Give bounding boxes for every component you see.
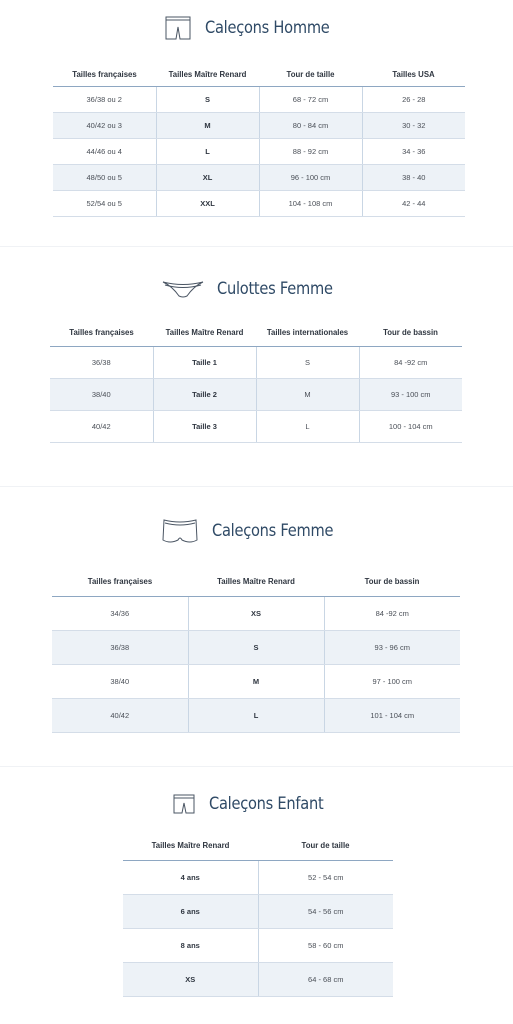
table-cell: 93 - 100 cm (359, 378, 462, 410)
table-cell: 34/36 (52, 596, 188, 630)
column-header: Tailles Maître Renard (123, 831, 258, 860)
table-cell: 101 - 104 cm (324, 698, 460, 732)
table-cell: 84 -92 cm (324, 596, 460, 630)
table-cell: 36/38 (52, 630, 188, 664)
table-cell: 68 - 72 cm (259, 87, 362, 113)
table-cell: Taille 2 (153, 378, 256, 410)
table-cell: 38/40 (52, 664, 188, 698)
column-header: Tailles Maître Renard (188, 568, 324, 596)
table-cell: M (156, 113, 259, 139)
column-header: Tailles françaises (53, 62, 156, 87)
table-row (123, 962, 393, 996)
table-cell: 6 ans (123, 894, 258, 928)
table-cell: 80 - 84 cm (259, 113, 362, 139)
section-title-text: Culottes Femme (217, 279, 333, 299)
table-cell: 93 - 96 cm (324, 630, 460, 664)
table-cell: 40/42 (50, 410, 153, 442)
table-row (52, 630, 460, 664)
column-header: Tour de taille (259, 62, 362, 87)
column-header: Tour de taille (258, 831, 393, 860)
table-row (50, 378, 462, 410)
table-cell: 4 ans (123, 860, 258, 894)
size-table-calecons-homme (53, 62, 465, 217)
table-cell: 8 ans (123, 928, 258, 962)
table-cell: 58 - 60 cm (258, 928, 393, 962)
section-title-text: Caleçons Femme (212, 521, 334, 541)
column-header: Tailles Maître Renard (153, 320, 256, 346)
size-table-culottes-femme (50, 320, 462, 443)
table-cell: 30 - 32 (362, 113, 465, 139)
table-cell: 36/38 ou 2 (53, 87, 156, 113)
table-cell: XXL (156, 191, 259, 217)
table-cell: 97 - 100 cm (324, 664, 460, 698)
table-cell: L (156, 139, 259, 165)
table-cell: 40/42 ou 3 (53, 113, 156, 139)
table-cell: 38 - 40 (362, 165, 465, 191)
table-row (53, 139, 465, 165)
size-table-calecons-femme (52, 568, 460, 733)
section-divider (0, 246, 513, 247)
column-header: Tour de bassin (324, 568, 460, 596)
table-row (53, 87, 465, 113)
column-header: Tour de bassin (359, 320, 462, 346)
column-header: Tailles USA (362, 62, 465, 87)
table-row (52, 664, 460, 698)
table-cell: 54 - 56 cm (258, 894, 393, 928)
table-row (52, 596, 460, 630)
table-row (52, 698, 460, 732)
table-cell: 100 - 104 cm (359, 410, 462, 442)
table-cell: 42 - 44 (362, 191, 465, 217)
table-cell: 48/50 ou 5 (53, 165, 156, 191)
table-cell: XS (123, 962, 258, 996)
table-cell: 88 - 92 cm (259, 139, 362, 165)
column-header: Tailles françaises (52, 568, 188, 596)
panties-icon (161, 278, 205, 300)
table-cell: L (188, 698, 324, 732)
table-cell: 38/40 (50, 378, 153, 410)
section-divider (0, 766, 513, 767)
table-row (50, 346, 462, 378)
section-title-culottes-femme (0, 271, 513, 307)
table-cell: M (188, 664, 324, 698)
size-table-calecons-enfant (123, 831, 393, 997)
table-cell: 104 - 108 cm (259, 191, 362, 217)
table-cell: 34 - 36 (362, 139, 465, 165)
table-cell: Taille 3 (153, 410, 256, 442)
table-row (53, 113, 465, 139)
table-cell: M (256, 378, 359, 410)
section-divider (0, 486, 513, 487)
column-header: Tailles internationales (256, 320, 359, 346)
table-cell: 40/42 (52, 698, 188, 732)
table-cell: Taille 1 (153, 346, 256, 378)
table-row (123, 928, 393, 962)
column-header: Tailles françaises (50, 320, 153, 346)
section-title-text: Caleçons Enfant (208, 794, 324, 814)
table-row (53, 191, 465, 217)
table-cell: XL (156, 165, 259, 191)
kids-boxer-icon (171, 792, 197, 816)
table-cell: 36/38 (50, 346, 153, 378)
table-row (123, 860, 393, 894)
table-cell: L (256, 410, 359, 442)
table-row (123, 894, 393, 928)
table-row (50, 410, 462, 442)
women-boxer-icon (160, 516, 200, 546)
boxer-shorts-icon (163, 14, 193, 42)
table-cell: S (188, 630, 324, 664)
table-row (53, 165, 465, 191)
table-cell: S (156, 87, 259, 113)
section-title-calecons-enfant (0, 786, 513, 822)
column-header: Tailles Maître Renard (156, 62, 259, 87)
table-cell: S (256, 346, 359, 378)
table-cell: 96 - 100 cm (259, 165, 362, 191)
table-cell: XS (188, 596, 324, 630)
table-cell: 52 - 54 cm (258, 860, 393, 894)
table-cell: 84 -92 cm (359, 346, 462, 378)
table-cell: 26 - 28 (362, 87, 465, 113)
table-cell: 44/46 ou 4 (53, 139, 156, 165)
table-cell: 52/54 ou 5 (53, 191, 156, 217)
section-title-calecons-homme (0, 10, 513, 46)
table-cell: 64 - 68 cm (258, 962, 393, 996)
section-title-calecons-femme (0, 513, 513, 549)
section-title-text: Caleçons Homme (205, 18, 330, 38)
